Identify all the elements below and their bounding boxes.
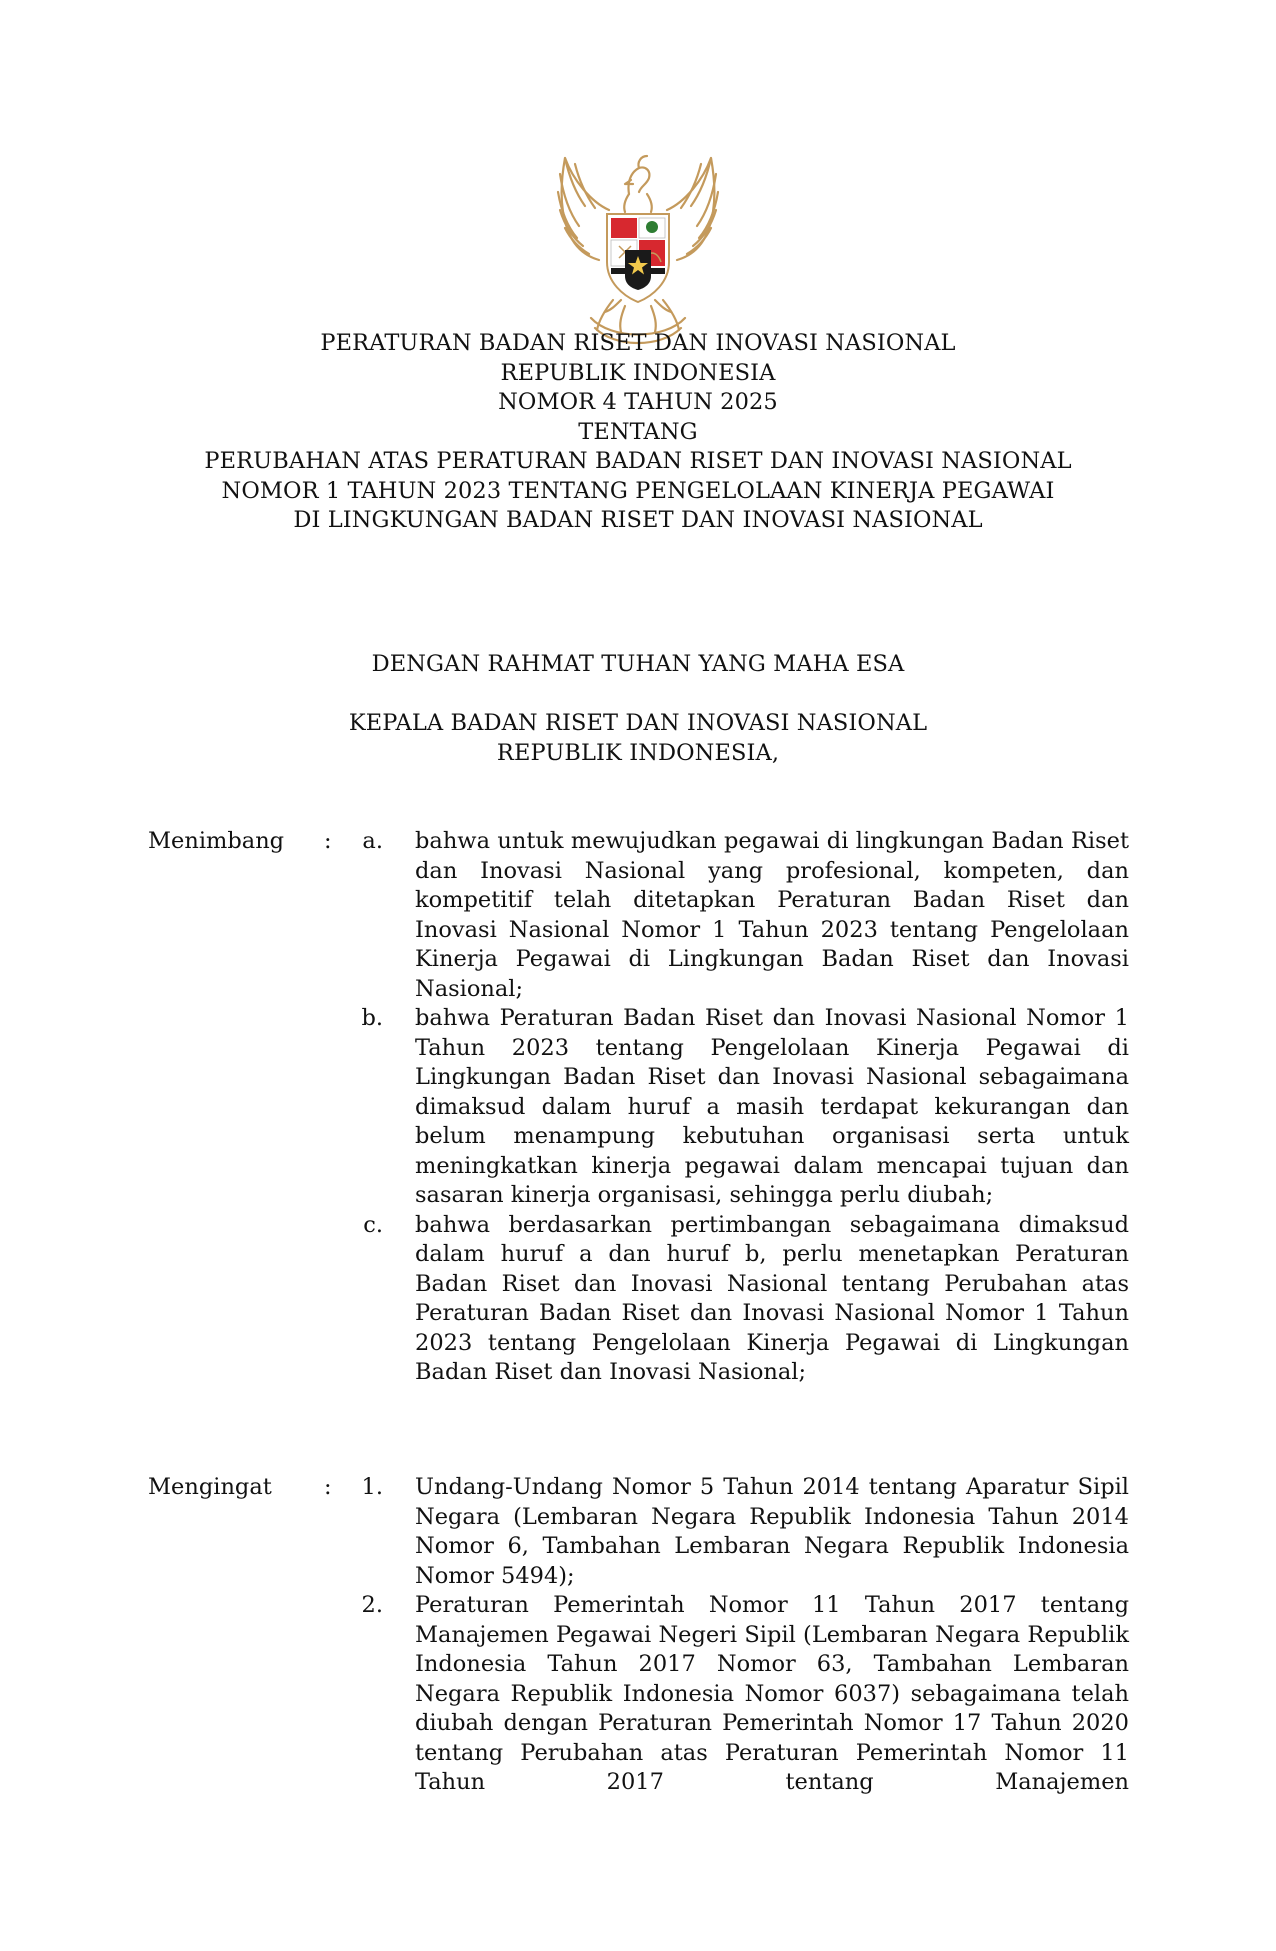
invocation-line: DENGAN RAHMAT TUHAN YANG MAHA ESA (371, 651, 905, 677)
item-text: bahwa Peraturan Badan Riset dan Inovasi Nasional Nomor 1 Tahun 2023 tentang Pengelolaan Kinerja Pegawai di Lingkungan Badan Riset dan Inovasi Nasional sebagaimana dimaksud dalam huruf a masih terdapat kekurangan dan belum menampung kebutuhan organisasi serta untuk meningkatkan kinerja pegawai dalam mencapai tujuan dan sasaran kinerja organisasi, sehingga perlu diubah; (415, 1005, 1129, 1208)
menimbang-section (0, 827, 1276, 1388)
menimbang-colon: : (324, 828, 332, 854)
title-line: NOMOR 1 TAHUN 2023 TENTANG PENGELOLAAN KINERJA PEGAWAI (221, 477, 1055, 504)
menimbang-item-c (0, 1211, 1276, 1388)
mengingat-item-1 (0, 1473, 1276, 1591)
authority-line: KEPALA BADAN RISET DAN INOVASI NASIONAL (348, 710, 928, 736)
garuda-pancasila-emblem (541, 150, 735, 350)
title-line: REPUBLIK INDONESIA (500, 359, 776, 386)
mengingat-colon: : (324, 1474, 332, 1500)
title-line: TENTANG (578, 418, 698, 445)
authority-line: REPUBLIK INDONESIA, (496, 739, 780, 766)
menimbang-label: Menimbang (148, 828, 285, 854)
item-marker: a. (362, 828, 383, 854)
menimbang-item-b (0, 1004, 1276, 1211)
item-marker: 2. (361, 1592, 383, 1618)
item-marker: c. (363, 1211, 383, 1238)
title-line: NOMOR 4 TAHUN 2025 (498, 389, 778, 415)
mengingat-label: Mengingat (148, 1474, 272, 1500)
item-text: bahwa untuk mewujudkan pegawai di lingkungan Badan Riset dan Inovasi Nasional yang profesional, kompeten, dan kompetitif telah ditetapkan Peraturan Badan Riset dan Inovasi Nasional Nomor 1 Tahun 2023 tentang Pengelolaan Kinerja Pegawai di Lingkungan Badan Riset dan Inovasi Nasional; (415, 828, 1129, 1002)
item-text: bahwa berdasarkan pertimbangan sebagaimana dimaksud dalam huruf a dan huruf b, perlu menetapkan Peraturan Badan Riset dan Inovasi Nasional tentang Perubahan atas Peraturan Badan Riset dan Inovasi Nasional Nomor 1 Tahun 2023 tentang Pengelolaan Kinerja Pegawai di Lingkungan Badan Riset dan Inovasi Nasional; (415, 1211, 1129, 1385)
title-line: PERATURAN BADAN RISET DAN INOVASI NASIONAL (320, 330, 956, 356)
menimbang-item-a (0, 827, 1276, 1004)
item-text: Peraturan Pemerintah Nomor 11 Tahun 2017 tentang Manajemen Pegawai Negeri Sipil (Lembaran Negara Republik Indonesia Tahun 2017 Nomor 63, Tambahan Lembaran Negara Republik Indonesia Nomor 6037) sebagaimana telah diubah dengan Peraturan Pemerintah Nomor 17 Tahun 2020 tentang Perubahan atas Peraturan Pemerintah Nomor 11 Tahun 2017 tentang Manajemen (415, 1592, 1129, 1795)
mengingat-item-2 (0, 1591, 1276, 1798)
title-line: PERUBAHAN ATAS PERATURAN BADAN RISET DAN INOVASI NASIONAL (204, 448, 1072, 474)
invocation (0, 650, 1276, 680)
title-line: DI LINGKUNGAN BADAN RISET DAN INOVASI NASIONAL (293, 507, 983, 533)
item-text: Undang-Undang Nomor 5 Tahun 2014 tentang Aparatur Sipil Negara (Lembaran Negara Republik Indonesia Tahun 2014 Nomor 6, Tambahan Lembaran Negara Republik Indonesia Nomor 5494); (415, 1474, 1129, 1589)
authority-heading (0, 709, 1276, 768)
item-marker: b. (361, 1005, 383, 1031)
regulation-title (0, 329, 1276, 536)
item-marker: 1. (361, 1474, 383, 1500)
mengingat-section (0, 1473, 1276, 1798)
